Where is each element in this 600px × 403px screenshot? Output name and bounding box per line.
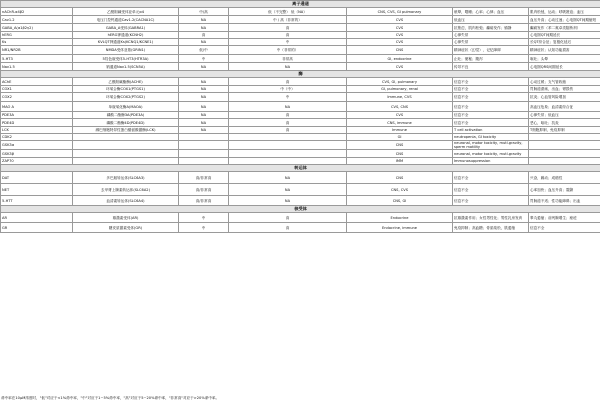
- cell-target: NET: [1, 184, 73, 196]
- cell-cnf: NA: [179, 78, 229, 86]
- table-row: [1, 184, 600, 196]
- cell-tox: 免疫抑制；高血糖；骨质疏松，肌萎缩: [453, 223, 529, 233]
- cell-cnf: 高/非常高: [179, 184, 229, 196]
- cell-cnf: NA: [179, 24, 229, 32]
- cell-target: Cav1.2: [1, 16, 73, 24]
- cell-level: 中: [229, 39, 347, 46]
- cell-name: [73, 150, 179, 158]
- table-row: [1, 196, 600, 206]
- cell-organ: CNS, CVS, GI pulmonary: [347, 8, 453, 16]
- cell-level: 高: [229, 32, 347, 39]
- cell-effect: 兴奋，躁动；成瘾性: [529, 172, 600, 184]
- cell-name: 多巴胺转运体(SLC6A3): [73, 172, 179, 184]
- cell-cnf: NA: [179, 63, 229, 71]
- cell-level: NA: [229, 184, 347, 196]
- cell-name: 磷酸二酯酶4D(PDE4D): [73, 119, 179, 127]
- cell-level: 中: [229, 93, 347, 102]
- cell-name: 环氧合酶COX2(PTGS2): [73, 93, 179, 102]
- table-row: [1, 46, 600, 55]
- cell-tox: 信息不全: [453, 172, 529, 184]
- table-row: [1, 158, 600, 165]
- cell-cnf: 中/高: [179, 8, 229, 16]
- cell-effect: 癫痫发作（苯二氮卓类阻断剂）: [529, 24, 600, 32]
- cell-effect: 血压升高；心动过速；心电图QT间期缩短: [529, 16, 600, 24]
- cell-name: 乙酰胆碱受体亚单元α4: [73, 8, 179, 16]
- cell-level: 高: [229, 112, 347, 119]
- table-row: [1, 8, 600, 16]
- cell-tox: 信息不全: [453, 196, 529, 206]
- cell-tox: neuronal, motor toxicity, mutl.gravity, sperm motility: [453, 141, 529, 150]
- cell-level: [229, 158, 347, 165]
- cell-target: Nav1.5: [1, 63, 73, 71]
- cell-cnf: NA: [179, 16, 229, 24]
- cell-organ: GI: [347, 134, 453, 141]
- cell-tox: neutropenia, GI toxicity: [453, 134, 529, 141]
- cell-tox: 止吐；便秘；腹泻: [453, 55, 529, 63]
- table-row: [1, 213, 600, 223]
- cell-target: PDE3A: [1, 112, 73, 119]
- table-row: [1, 24, 600, 32]
- cell-effect: 心动过缓；支气管收缩: [529, 78, 600, 86]
- cell-organ: CNS, GI: [347, 196, 453, 206]
- cell-organ: IMM: [347, 158, 453, 165]
- section-title: 转运体: [1, 165, 600, 172]
- cell-target: GSK3β: [1, 150, 73, 158]
- cell-tox: 信息不全: [453, 93, 529, 102]
- cell-cnf: [179, 134, 229, 141]
- cell-tox: 心律失常: [453, 32, 529, 39]
- cell-target: LCK: [1, 127, 73, 134]
- cell-cnf: NA: [179, 127, 229, 134]
- cell-tox: 信息不全: [453, 184, 529, 196]
- cell-organ: GI, endocrine: [347, 55, 453, 63]
- cell-level: 中（非常的）: [229, 46, 347, 55]
- cell-target: DAT: [1, 172, 73, 184]
- cell-cnf: 高/非常高: [179, 196, 229, 206]
- cell-effect: 心电图QRS间期延长: [529, 63, 600, 71]
- cell-effect: 信息不全: [529, 223, 600, 233]
- cell-organ: CNS, immune: [347, 119, 453, 127]
- cell-organ: CNS: [347, 172, 453, 184]
- table-row: [1, 119, 600, 127]
- cell-effect: 高血压危象；血清素综合征: [529, 102, 600, 112]
- cell-effect: [529, 150, 600, 158]
- cell-target: GSK3α: [1, 141, 73, 150]
- cell-level: [229, 134, 347, 141]
- table-row: [1, 86, 600, 93]
- cell-tox: 信息不全: [453, 112, 529, 119]
- cell-name: 淋巴细胞特异性蛋白酪氨酸激酶(LCK): [73, 127, 179, 134]
- cell-cnf: NA: [179, 102, 229, 112]
- cell-organ: CVS: [347, 39, 453, 46]
- cell-target: AChE: [1, 78, 73, 86]
- table-row: [1, 102, 600, 112]
- cell-effect: [529, 134, 600, 141]
- cell-tox: 信息不全: [453, 78, 529, 86]
- cell-target: 5-HT3: [1, 55, 73, 63]
- cell-level: 中（中）: [229, 86, 347, 93]
- cell-level: NA: [229, 102, 347, 112]
- cell-target: 5-HTT: [1, 196, 73, 206]
- cell-name: 环氧合酶COX1(PTGS1): [73, 86, 179, 93]
- cell-target: nAChR-α4β2: [1, 8, 73, 16]
- cell-cnf: 高/非常高: [179, 172, 229, 184]
- cell-tox: 眩晕，嗜睡；心率；心律；血压: [453, 8, 529, 16]
- cell-organ: CNS: [347, 150, 453, 158]
- cell-effect: 睾丸萎缩；前列腺增生；痤疮: [529, 213, 600, 223]
- table-row: [1, 63, 600, 71]
- cell-level: 高: [229, 119, 347, 127]
- cell-tox: 信息不全: [453, 86, 529, 93]
- cell-organ: CVS: [347, 112, 453, 119]
- cell-effect: 呕吐；头晕: [529, 55, 600, 63]
- cell-organ: CVS: [347, 16, 453, 24]
- cell-name: 雄激素受体(AR): [73, 213, 179, 223]
- cell-target: GABA_A(α1β2γ2): [1, 24, 73, 32]
- table-row: [1, 223, 600, 233]
- cell-name: GABA_A受体(GABRA1): [73, 24, 179, 32]
- cell-cnf: NA: [179, 112, 229, 119]
- table-body: [1, 1, 600, 233]
- section-title: 酶: [1, 71, 600, 78]
- cell-tox: T cell activation: [453, 127, 529, 134]
- cell-target: MAO A: [1, 102, 73, 112]
- cell-cnf: [179, 150, 229, 158]
- cell-name: [73, 158, 179, 165]
- cell-effect: 胃肠道溃疡，出血；肾损伤: [529, 86, 600, 93]
- cell-cnf: 中: [179, 55, 229, 63]
- cell-effect: 肌肉松弛，运动；呼吸窘迫；血压: [529, 8, 600, 16]
- cell-name: [73, 134, 179, 141]
- cell-level: NA: [229, 172, 347, 184]
- cell-effect: 抗炎；心血管风险增加: [529, 93, 600, 102]
- footnote: 命中率在10μM浓度时，"低"对应于<1%命中率，"中"对应于1~5%命中率，"高"对应于5~20%命中率，"非常高"对应于>20%命中率。: [1, 396, 220, 400]
- cell-effect: T细胞抑制，免疫抑制: [529, 127, 600, 134]
- cell-level: 低（不完整） 低（NA）: [229, 8, 347, 16]
- cell-target: COX2: [1, 93, 73, 102]
- table-row: [1, 32, 600, 39]
- table-row: [1, 55, 600, 63]
- cell-cnf: NA: [179, 119, 229, 127]
- cell-target: COX1: [1, 86, 73, 93]
- table-row: [1, 78, 600, 86]
- cell-level: 高: [229, 213, 347, 223]
- cell-organ: CVS: [347, 24, 453, 32]
- cell-effect: 长QT综合征；复极化延迟: [529, 39, 600, 46]
- cell-cnf: 低/中: [179, 46, 229, 55]
- cell-effect: 心率加快；血压升高；震颤: [529, 184, 600, 196]
- section-header: [1, 206, 600, 213]
- cell-level: 高: [229, 127, 347, 134]
- cell-tox: 心律失常: [453, 39, 529, 46]
- cell-level: 高: [229, 24, 347, 32]
- cell-tox: 低血压: [453, 16, 529, 24]
- cell-effect: 心律失常；低血压: [529, 112, 600, 119]
- cell-name: 糖皮质激素受体(GR): [73, 223, 179, 233]
- cell-target: hERG: [1, 32, 73, 39]
- table-row: [1, 134, 600, 141]
- cell-target: PDE4D: [1, 119, 73, 127]
- table-row: [1, 127, 600, 134]
- cell-cnf: NA: [179, 86, 229, 93]
- cell-tox: 信息不全: [453, 102, 529, 112]
- cell-cnf: 中: [179, 213, 229, 223]
- cell-cnf: NA: [179, 93, 229, 102]
- cell-cnf: [179, 141, 229, 150]
- cell-cnf: 高: [179, 32, 229, 39]
- cell-name: hERG钾通道(KCNH2): [73, 32, 179, 39]
- cell-level: NA: [229, 196, 347, 206]
- cell-name: 乙酰胆碱酯酶(ACHE): [73, 78, 179, 86]
- section-header: [1, 71, 600, 78]
- cell-name: 钠通道Nav1.5(SCN5A): [73, 63, 179, 71]
- cell-organ: CVS, CNS: [347, 102, 453, 112]
- table-row: [1, 150, 600, 158]
- cell-tox: 抗焦虑，肌肉松弛；癫痫发作；镇静: [453, 24, 529, 32]
- cell-name: 单胺氧化酶A(MAOA): [73, 102, 179, 112]
- cell-name: [73, 141, 179, 150]
- cell-effect: 精神症状；认知功能损害: [529, 46, 600, 55]
- table-row: [1, 93, 600, 102]
- section-title: 离子通道: [1, 1, 600, 8]
- table-row: [1, 112, 600, 119]
- cell-name: 去甲肾上腺素转运体(SLC6A2): [73, 184, 179, 196]
- cell-name: 5羟色胺受体5-HT3(HTR3A): [73, 55, 179, 63]
- cell-organ: Endocrine, immune: [347, 223, 453, 233]
- cell-organ: CVS: [347, 32, 453, 39]
- cell-tox: 信息不全: [453, 119, 529, 127]
- cell-target: GR: [1, 223, 73, 233]
- section-header: [1, 1, 600, 8]
- cell-organ: CVS: [347, 63, 453, 71]
- cell-level: 中 / 高（非常的）: [229, 16, 347, 24]
- table-row: [1, 39, 600, 46]
- cell-organ: Immune: [347, 127, 453, 134]
- table-row: [1, 141, 600, 150]
- cell-tox: 抗雄激素作用；女性男性化；男性乳房发育: [453, 213, 529, 223]
- cell-effect: 胃肠道不适；性功能障碍；出血: [529, 196, 600, 206]
- cell-effect: 恶心，呕吐；抗炎: [529, 119, 600, 127]
- cell-organ: Immune, CVS: [347, 93, 453, 102]
- cell-tox: Immunosuppression: [453, 158, 529, 165]
- cell-organ: Endocrine: [347, 213, 453, 223]
- cell-organ: CNS: [347, 141, 453, 150]
- cell-tox: 传导不良: [453, 63, 529, 71]
- cell-target: NR1/NR2B: [1, 46, 73, 55]
- cell-name: 电压门控钙通道Cav1.2(CACNA1C): [73, 16, 179, 24]
- cell-organ: CVS, GI, pulmonary: [347, 78, 453, 86]
- cell-target: Ks: [1, 39, 73, 46]
- cell-cnf: NA: [179, 39, 229, 46]
- cell-effect: 心电图QT间期延长: [529, 32, 600, 39]
- cell-name: 磷酸二酯酶3A(PDE3A): [73, 112, 179, 119]
- cell-organ: CNS, CVS: [347, 184, 453, 196]
- cell-level: 非常高: [229, 55, 347, 63]
- cell-target: CDK2: [1, 134, 73, 141]
- cell-level: 高: [229, 78, 347, 86]
- cell-level: [229, 141, 347, 150]
- cell-cnf: 中: [179, 223, 229, 233]
- cell-level: [229, 150, 347, 158]
- cell-organ: GI, pulmonary, renal: [347, 86, 453, 93]
- cell-target: AR: [1, 213, 73, 223]
- cell-target: ZAP70: [1, 158, 73, 165]
- cell-effect: [529, 141, 600, 150]
- cell-name: NMDA受体亚基(GRIN1): [73, 46, 179, 55]
- section-title: 核受体: [1, 206, 600, 213]
- table-row: [1, 16, 600, 24]
- cell-name: KVLQT钾通道Ks(KCNQ1/KCNE1): [73, 39, 179, 46]
- cell-level: 高: [229, 223, 347, 233]
- cell-tox: neuronal, motor toxicity, mutl.gravity: [453, 150, 529, 158]
- cell-organ: CNS: [347, 46, 453, 55]
- table-row: [1, 172, 600, 184]
- cell-cnf: [179, 158, 229, 165]
- cell-effect: [529, 158, 600, 165]
- cell-level: NA: [229, 63, 347, 71]
- cell-name: 血清素转运体(SLC6A4): [73, 196, 179, 206]
- cell-tox: 精神症状（幻觉），记忆障碍: [453, 46, 529, 55]
- section-header: [1, 165, 600, 172]
